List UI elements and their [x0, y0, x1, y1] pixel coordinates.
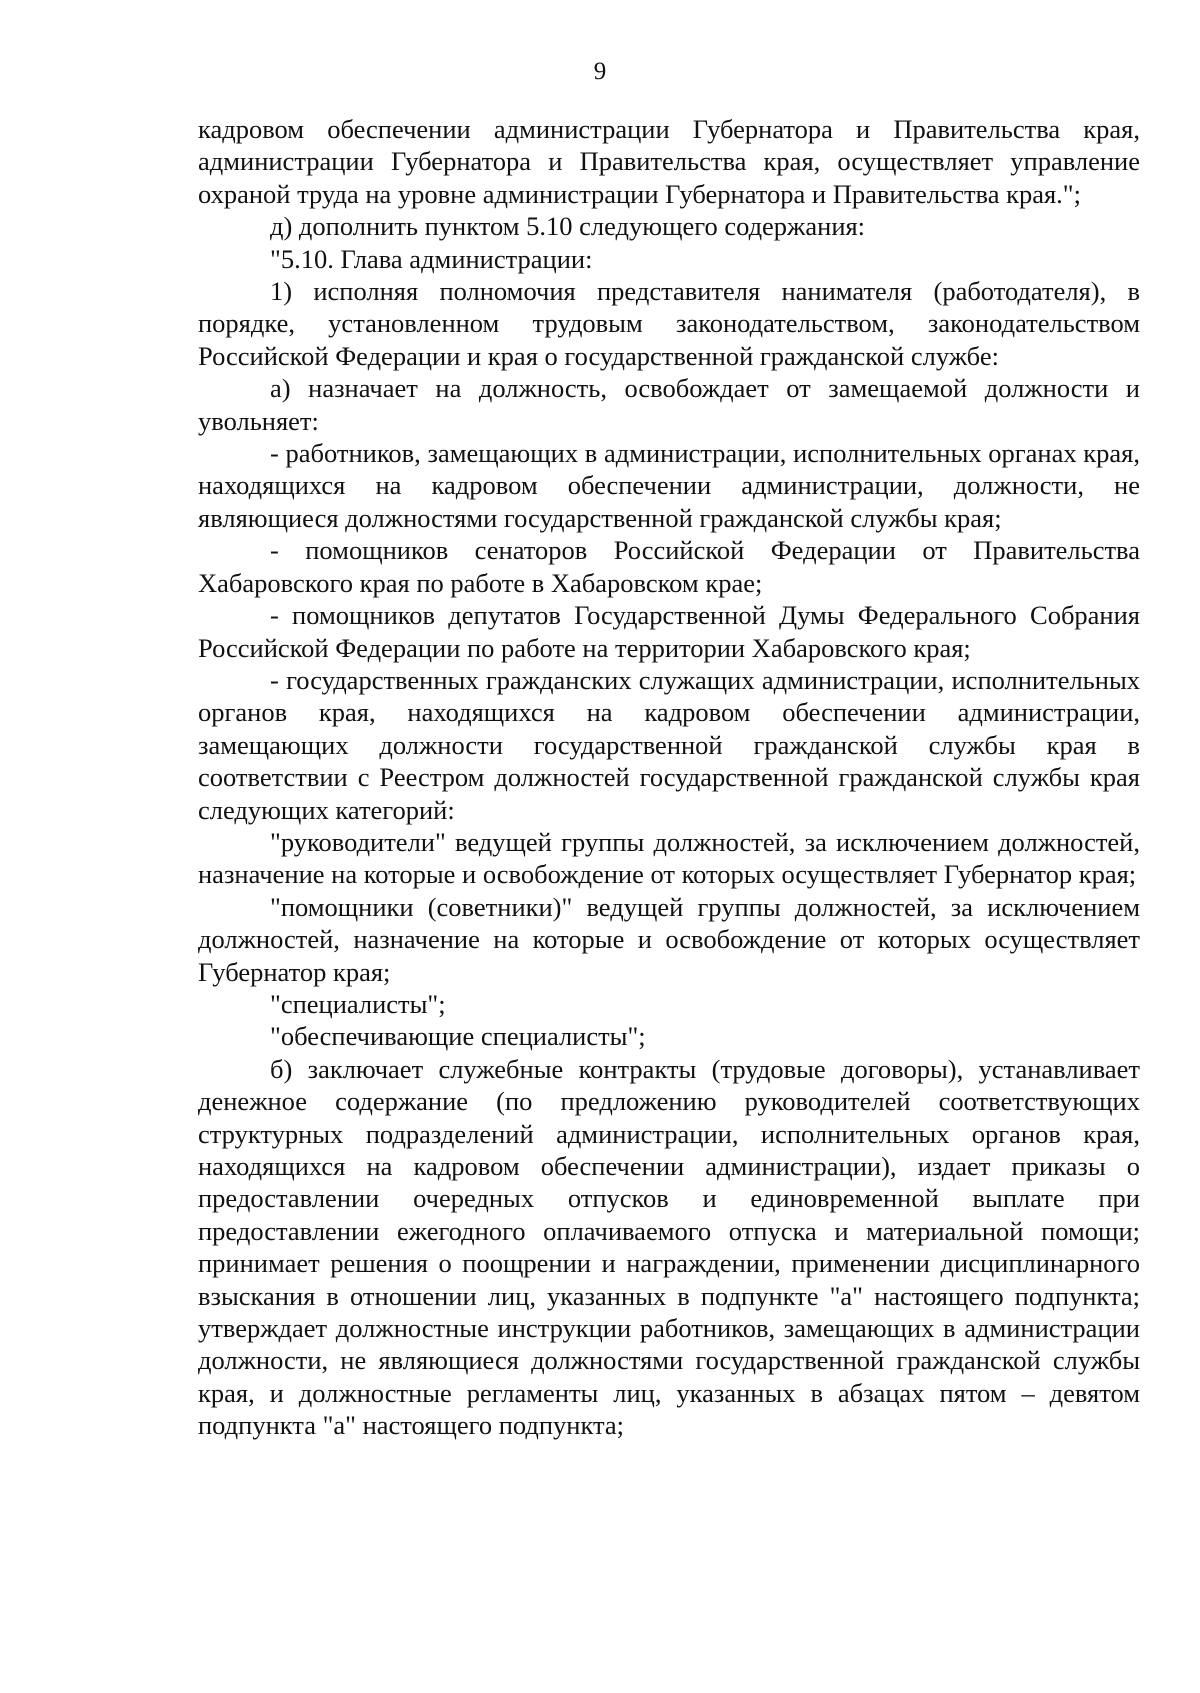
list-item-deputy-assistants: - помощников депутатов Государственной Думы Федерального Собрания Российской Федерации по работе на территории Хабаровского края;	[198, 600, 1140, 663]
category-specialists: "специалисты";	[270, 988, 446, 1019]
paragraph-subitem-a: а) назначает на должность, освобождает от замещаемой должности и увольняет:	[198, 373, 1140, 436]
list-item-workers: - работников, замещающих в администрации, исполнительных органах края, находящихся на кадровом обеспечении администрации, должности, не являющиеся должностями государственной гражданской службы края;	[198, 438, 1140, 533]
paragraph-subitem-b: б) заключает служебные контракты (трудовые договоры), устанавливает денежное содержание (по предложению руководителей соответствующих структурных подразделений администрации, исполнительных органов края, находящихся на кадровом обеспечении администрации), издает приказы о предоставлении очередных отпусков и единовременной выплате при предоставлении ежегодного оплачиваемого отпуска и материальной помощи; принимает решения о поощрении и награждении, применении дисциплинарного взыскания в отношении лиц, указанных в подпункте "а" настоящего подпункта; утверждает должностные инструкции работников, замещающих в администрации должности, не являющиеся должностями государственной гражданской службы края, и должностные регламенты лиц, указанных в абзацах пятом – девятом подпункта "а" настоящего подпункта;	[198, 1053, 1140, 1441]
paragraph-section-5-10: "5.10. Глава администрации:	[270, 243, 593, 274]
paragraph-subitem-1: 1) исполняя полномочия представителя нанимателя (работодателя), в порядке, установленном трудовым законодательством, законодательством Российской Федерации и края о государственной гражданской службе:	[198, 276, 1140, 371]
category-support-specialists: "обеспечивающие специалисты";	[270, 1021, 646, 1052]
list-item-senator-assistants: - помощников сенаторов Российской Федерации от Правительства Хабаровского края по работе в Хабаровском крае;	[198, 535, 1140, 598]
paragraph-continuation: кадровом обеспечении администрации Губернатора и Правительства края, администрации Губернатора и Правительства края, осуществляет управление охраной труда на уровне администрации Губернатора и Правительства края.";	[198, 114, 1140, 209]
category-managers: "руководители" ведущей группы должностей, за исключением должностей, назначение на которые и освобождение от которых осуществляет Губернатор края;	[198, 826, 1140, 890]
document-body	[198, 113, 1140, 1442]
page-number: 9	[593, 58, 607, 85]
paragraph-item-d: д) дополнить пунктом 5.10 следующего содержания:	[270, 211, 866, 242]
list-item-civil-servants: - государственных гражданских служащих администрации, исполнительных органов края, находящихся на кадровом обеспечении администрации, замещающих должности государственной гражданской службы края в соответствии с Реестром должностей государственной гражданской службы края следующих категорий:	[198, 664, 1140, 825]
category-assistants-advisers: "помощники (советники)" ведущей группы должностей, за исключением должностей, назначение на которые и освобождение от которых осуществляет Губернатор края;	[198, 891, 1140, 987]
